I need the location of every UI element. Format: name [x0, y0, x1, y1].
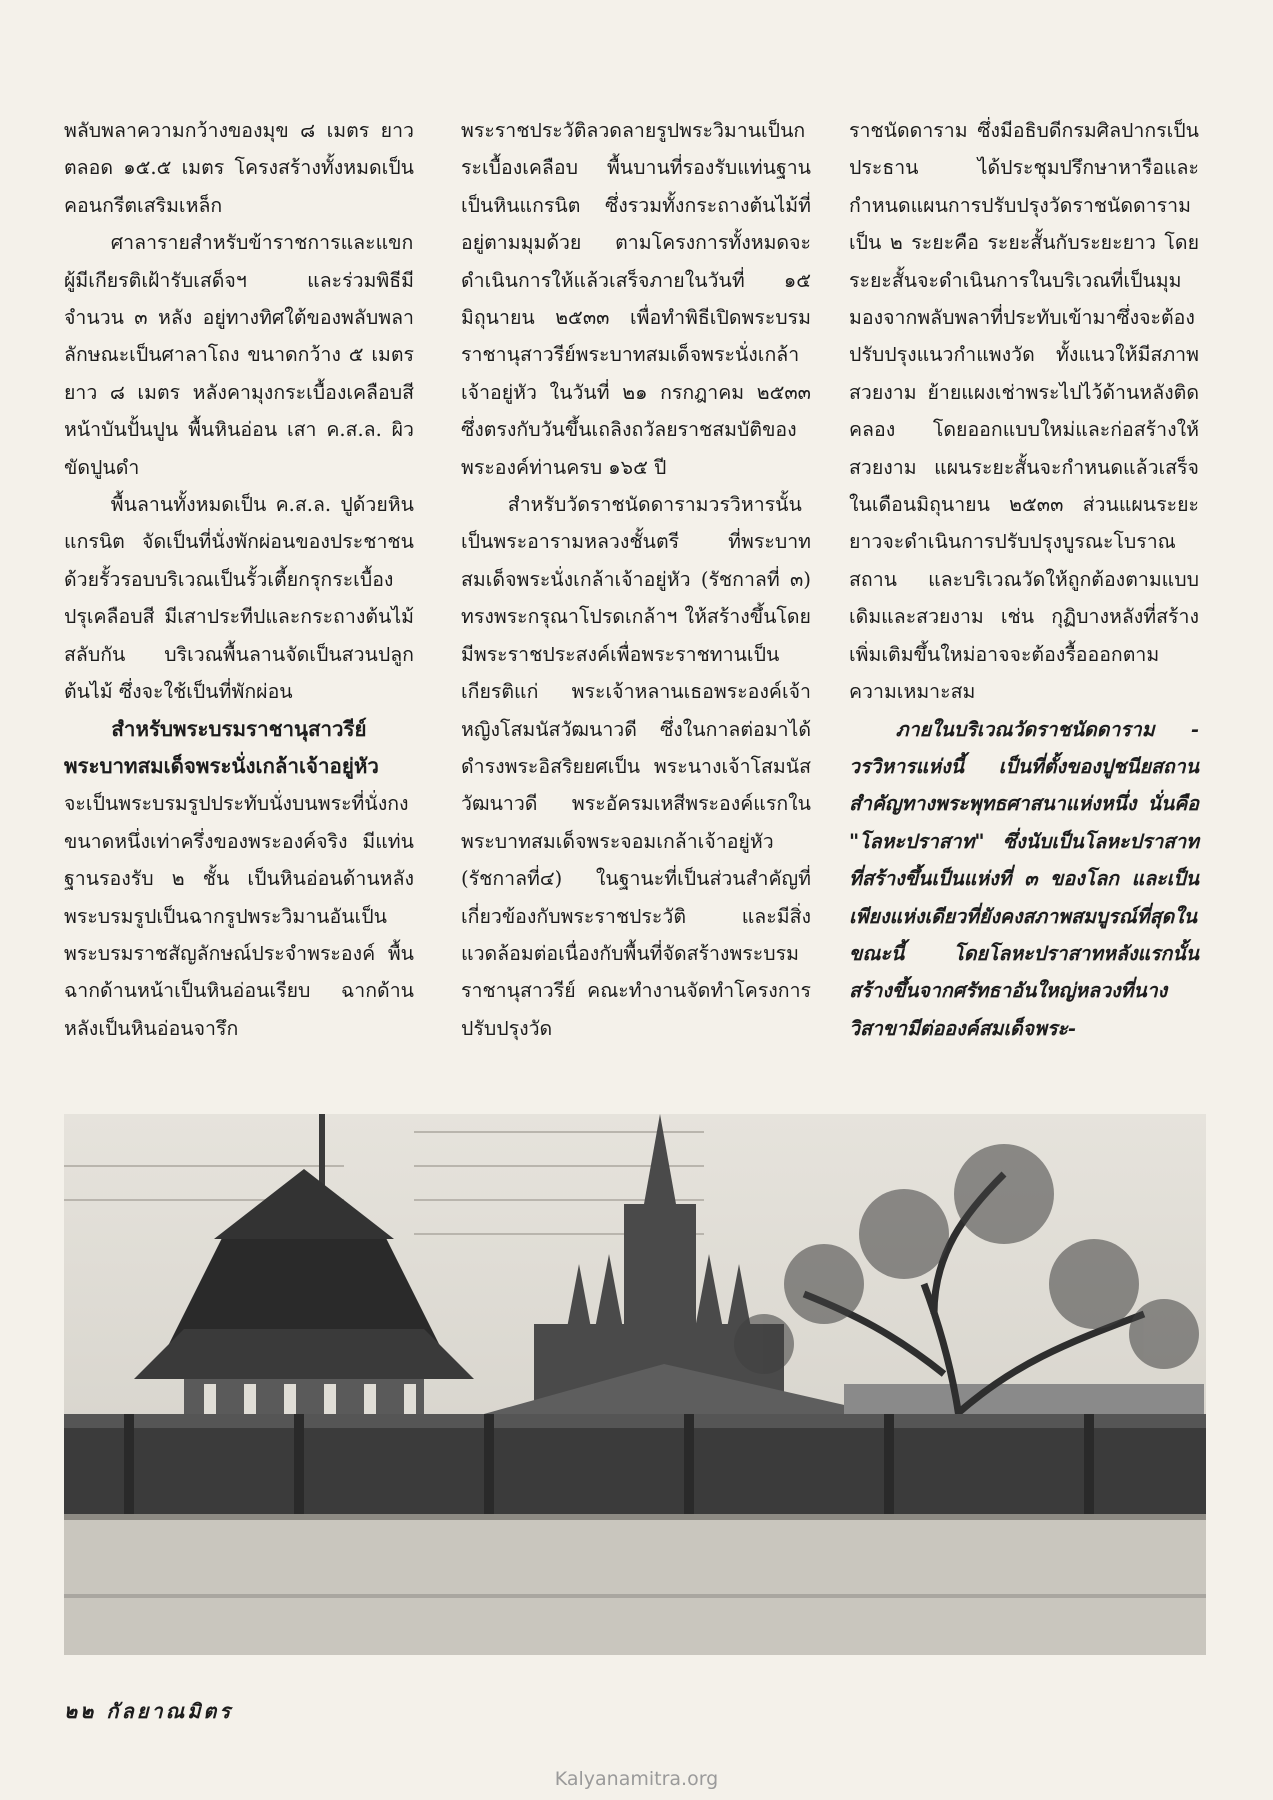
paragraph: จะเป็นพระบรมรูปประทับนั่งบนพระที่นั่งกงขนาดหนึ่งเท่าครึ่งของพระองค์จริง มีแท่นฐานรองรับ ๒ ชั้น เป็นหินอ่อนด้านหลังพระบรมรูปเป็นฉากรูปพระวิมานอันเป็นพระบรมราชสัญลักษณ์ประจำพระองค์ พื้นฉากด้านหน้าเป็นหินอ่อนเรียบ ฉากด้านหลังเป็นหินอ่อนจารึก: [64, 792, 414, 1040]
paragraph: ศาลารายสำหรับข้าราชการและแขกผู้มีเกียรติเฝ้ารับเสด็จฯ และร่วมพิธีมีจำนวน ๓ หลัง อยู่ทางทิศใต้ของพลับพลา ลักษณะเป็นศาลาโถง ขนาดกว้าง ๕ เมตร ยาว ๘ เมตร หลังคามุงกระเบื้องเคลือบสี หน้าบันปั้นปูน พื้นหินอ่อน เสา ค.ส.ล. ผิวขัดปูนดำ: [64, 231, 414, 479]
temple-photograph: [64, 1114, 1206, 1655]
paragraph-italic: ภายในบริเวณวัดราชนัดดาราม - วรวิหารแห่งนี้ เป็นที่ตั้งของปูชนียสถานสำคัญทางพระพุทธศาสนาแห่งหนึ่ง นั่นคือ "โลหะปราสาท" ซึ่งนับเป็นโลหะปราสาทที่สร้างขึ้นเป็นแห่งที่ ๓ ของโลก และเป็นเพียงแห่งเดียวที่ยังคงสภาพสมบูรณ์ที่สุดในขณะนี้ โดยโลหะปราสาทหลังแรกนั้นสร้างขึ้นจากศรัทธาอันใหญ่หลวงที่นางวิสาขามีต่อองค์สมเด็จพระ-: [849, 717, 1199, 1040]
photo-illustration: [64, 1114, 1206, 1655]
paragraph: สำหรับวัดราชนัดดารามวรวิหารนั้นเป็นพระอารามหลวงชั้นตรี ที่พระบาทสมเด็จพระนั่งเกล้าเจ้าอยู่หัว (รัชกาลที่ ๓) ทรงพระกรุณาโปรดเกล้าฯ ให้สร้างขึ้นโดยมีพระราชประสงค์เพื่อพระราชทานเป็นเกียรติแก่ พระเจ้าหลานเธอพระองค์เจ้าหญิงโสมนัสวัฒนาวดี ซึ่งในกาลต่อมาได้ดำรงพระอิสริยยศเป็น พระนางเจ้าโสมนัสวัฒนาวดี พระอัครมเหสีพระองค์แรกในพระบาทสมเด็จพระจอมเกล้าเจ้าอยู่หัว (รัชกาลที่๔) ในฐานะที่เป็นส่วนสำคัญที่เกี่ยวข้องกับพระราชประวัติ และมีสิ่งแวดล้อมต่อเนื่องกับพื้นที่จัดสร้างพระบรมราชานุสาวรีย์ คณะทำงานจัดทำโครงการปรับปรุงวัด: [461, 493, 811, 1040]
watermark: Kalyanamitra.org: [554, 1768, 719, 1790]
paragraph: พลับพลาความกว้างของมุข ๘ เมตร ยาวตลอด ๑๕.๕ เมตร โครงสร้างทั้งหมดเป็นคอนกรีตเสริมเหล็ก: [64, 119, 414, 217]
paragraph: ราชนัดดาราม ซึ่งมีอธิบดีกรมศิลปากรเป็นประธาน ได้ประชุมปรึกษาหารือและกำหนดแผนการปรับปรุงวัดราชนัดดารามเป็น ๒ ระยะคือ ระยะสั้นกับระยะยาว โดยระยะสั้นจะดำเนินการในบริเวณที่เป็นมุมมองจากพลับพลาที่ประทับเข้ามาซึ่งจะต้องปรับปรุงแนวกำแพงวัด ทั้งแนวให้มีสภาพสวยงาม ย้ายแผงเช่าพระไปไว้ด้านหลังติดคลอง โดยออกแบบใหม่และก่อสร้างให้สวยงาม แผนระยะสั้นจะกำหนดแล้วเสร็จในเดือนมิถุนายน ๒๕๓๓ ส่วนแผนระยะยาวจะดำเนินการปรับปรุงบูรณะโบราณสถาน และบริเวณวัดให้ถูกต้องตามแบบเดิมและสวยงาม เช่น กุฏิบางหลังที่สร้างเพิ่มเติมขึ้นใหม่อาจจะต้องรื้อออกตามความเหมาะสม: [849, 119, 1199, 704]
section-heading: สำหรับพระบรมราชานุสาวรีย์: [111, 716, 367, 741]
text-column-2: [461, 112, 811, 1047]
text-column-3: [849, 112, 1199, 1047]
paragraph: พื้นลานทั้งหมดเป็น ค.ส.ล. ปูด้วยหินแกรนิต จัดเป็นที่นั่งพักผ่อนของประชาชนด้วยรั้วรอบบริเวณเป็นรั้วเตี้ยกรุกระเบื้องปรุเคลือบสี มีเสาประทีปและกระถางต้นไม้สลับกัน บริเวณพื้นลานจัดเป็นสวนปลูกต้นไม้ ซึ่งจะใช้เป็นที่พักผ่อน: [64, 493, 414, 704]
section-heading: พระบาทสมเด็จพระนั่งเกล้าเจ้าอยู่หัว: [64, 753, 379, 778]
text-column-1: [64, 112, 414, 1047]
page-footer: ๒๒ กัลยาณมิตร: [64, 1699, 234, 1723]
paragraph: พระราชประวัติลวดลายรูปพระวิมานเป็นกระเบื้องเคลือบ พื้นบานที่รองรับแท่นฐานเป็นหินแกรนิต ซึ่งรวมทั้งกระถางต้นไม้ที่อยู่ตามมุมด้วย ตามโครงการทั้งหมดจะดำเนินการให้แล้วเสร็จภายในวันที่ ๑๕ มิถุนายน ๒๕๓๓ เพื่อทำพิธีเปิดพระบรมราชานุสาวรีย์พระบาทสมเด็จพระนั่งเกล้าเจ้าอยู่หัว ในวันที่ ๒๑ กรกฎาคม ๒๕๓๓ ซึ่งตรงกับวันขึ้นเถลิงถวัลยราชสมบัติของพระองค์ท่านครบ ๑๖๕ ปี: [461, 119, 811, 479]
